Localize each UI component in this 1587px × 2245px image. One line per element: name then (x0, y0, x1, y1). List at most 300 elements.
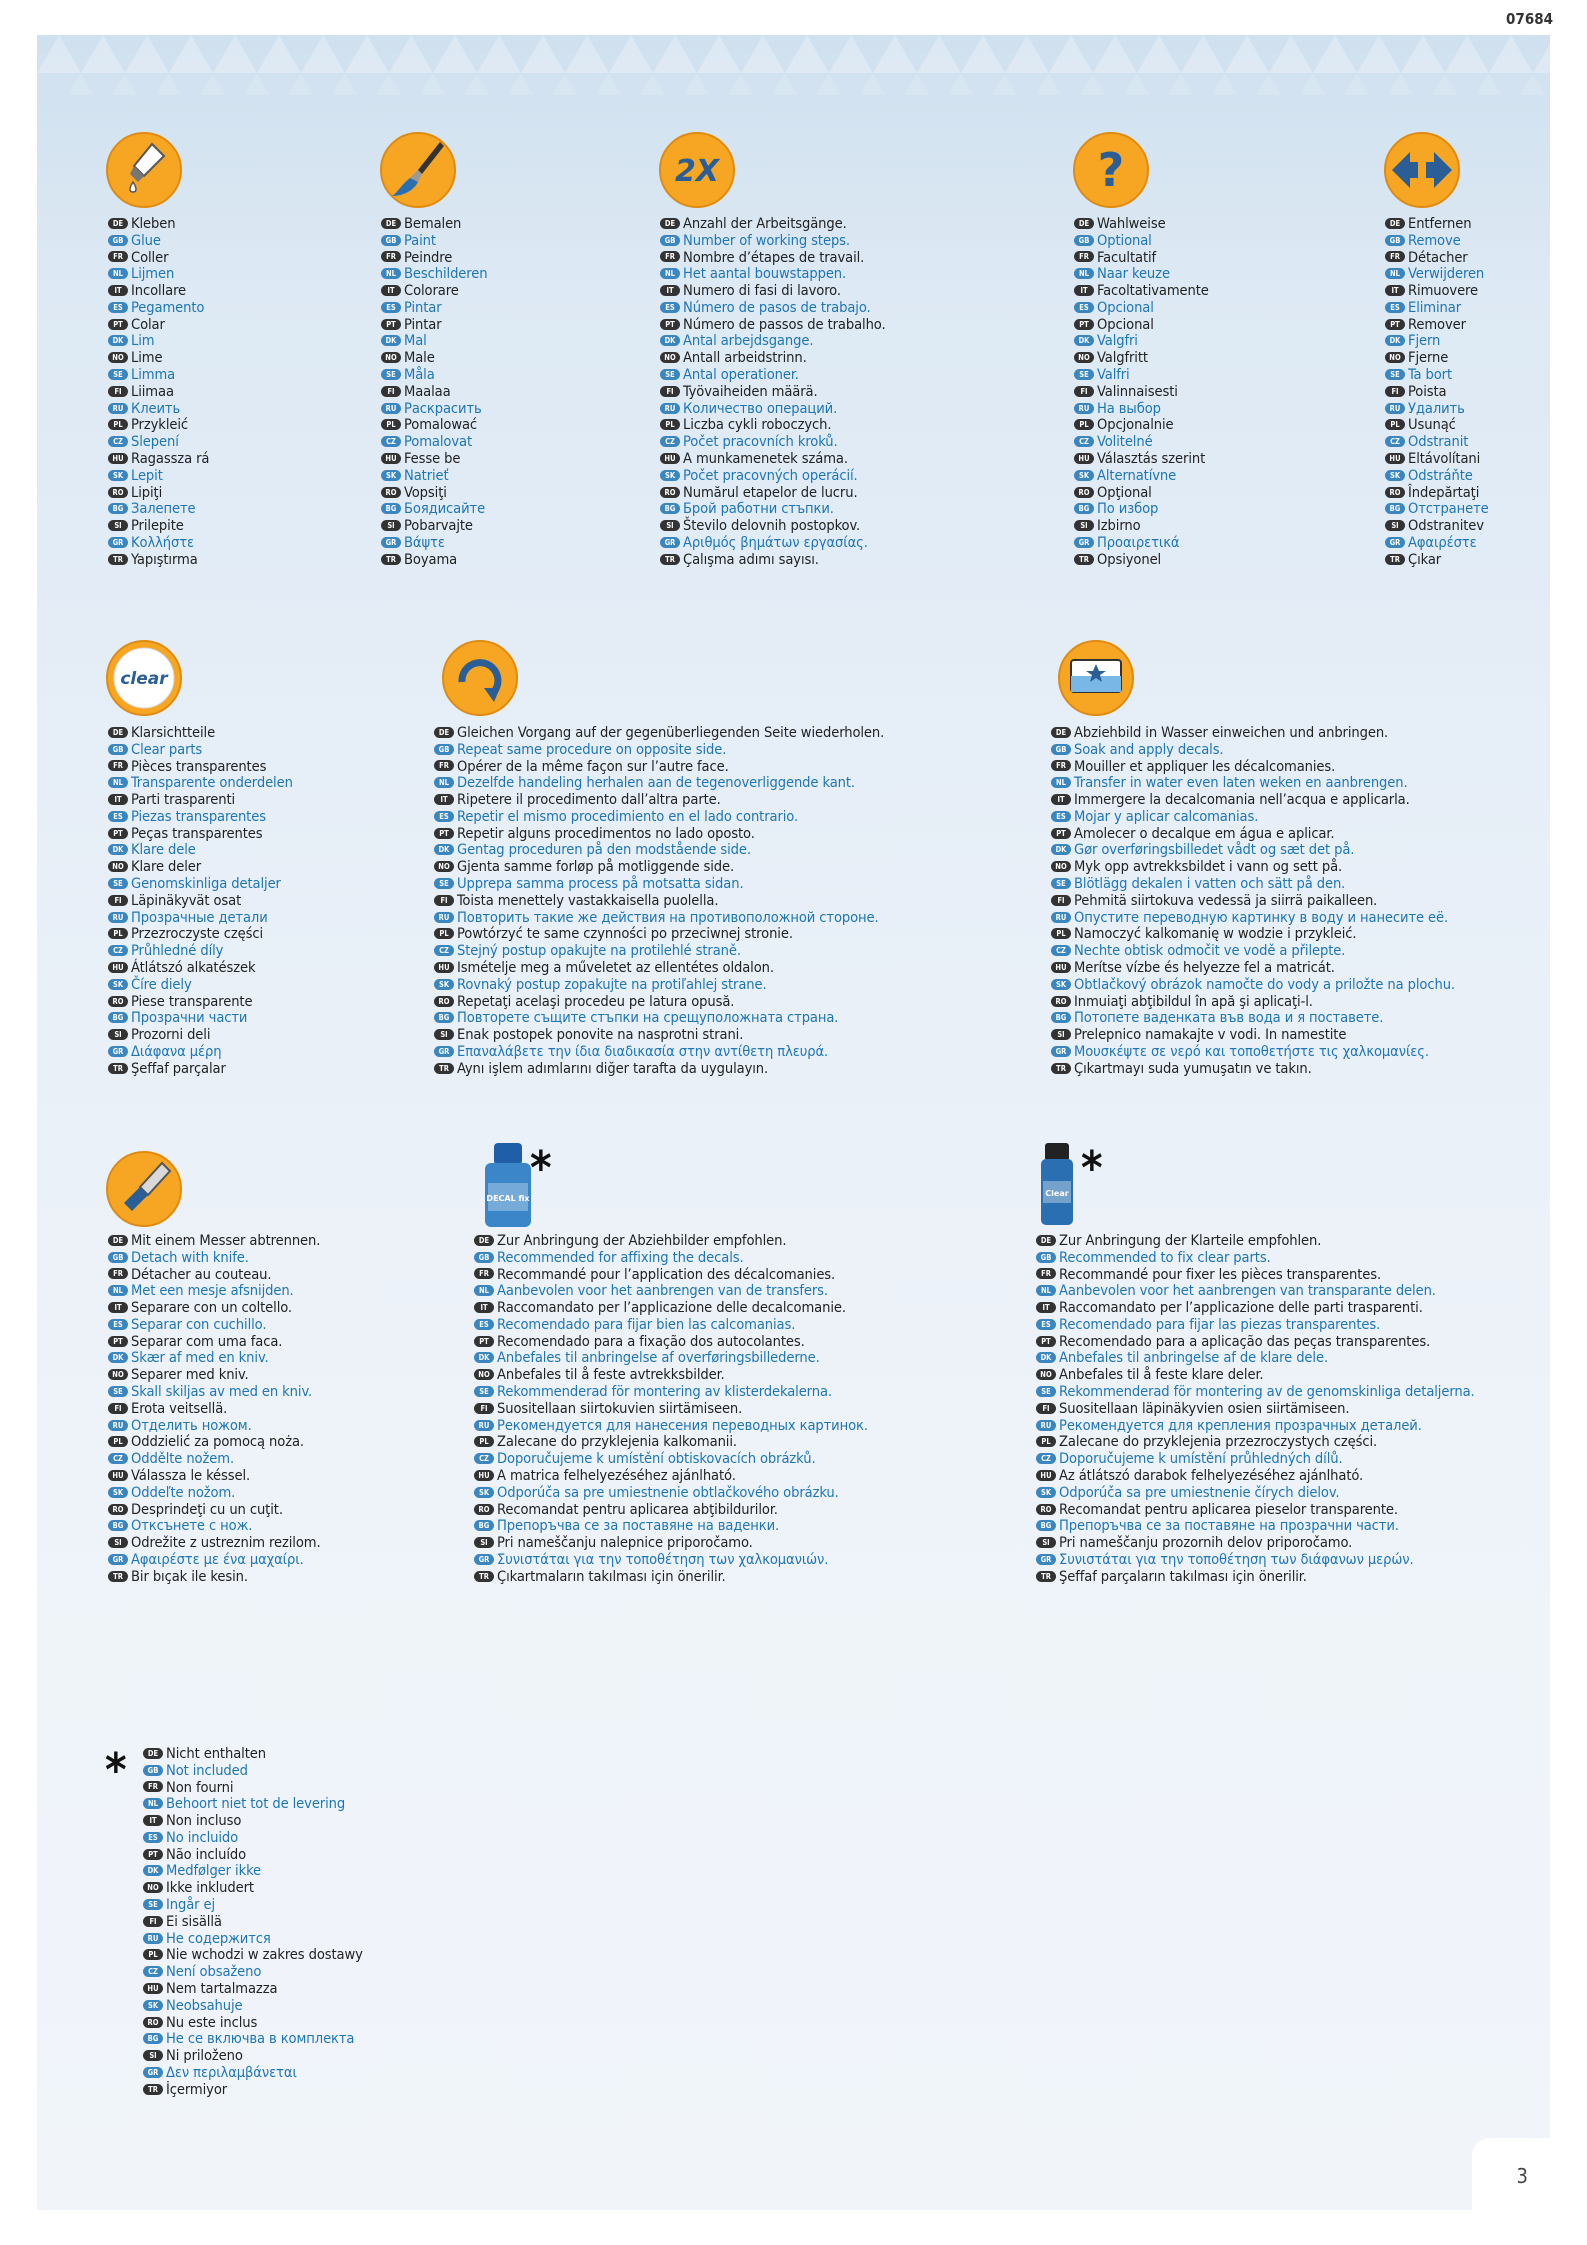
translation-text: Toista menettely vastakkaisella puolella. (457, 891, 719, 909)
translation-line (660, 433, 886, 450)
clear-translations (108, 724, 293, 1077)
translation-text: Рекомендуется для нанесения переводных картинок. (497, 1416, 868, 1434)
language-code-badge: PT (1385, 319, 1405, 330)
remove-arrows-icon (1382, 130, 1462, 210)
translation-text: Non fourni (166, 1778, 234, 1796)
pattern-triangle (191, 73, 235, 95)
translation-line (1036, 1518, 1475, 1535)
translation-line (474, 1333, 868, 1350)
pattern-triangle (37, 35, 81, 73)
pattern-triangle (961, 35, 1005, 73)
language-code-badge: RU (108, 912, 128, 923)
language-code-badge: NL (108, 777, 128, 788)
language-code-badge: FI (108, 1403, 128, 1414)
translation-line (1385, 501, 1489, 518)
language-code-badge: DE (1074, 218, 1094, 229)
translation-line (474, 1249, 868, 1266)
language-code-badge: GB (381, 235, 401, 246)
translation-text: Nicht enthalten (166, 1744, 266, 1762)
pattern-triangle (59, 73, 103, 95)
language-code-badge: SI (474, 1537, 494, 1548)
language-code-badge: ES (381, 302, 401, 313)
language-code-badge: RO (434, 996, 454, 1007)
pattern-triangle (1115, 73, 1159, 95)
language-code-badge: IT (660, 285, 680, 296)
language-code-badge: SK (434, 979, 454, 990)
language-code-badge: RO (108, 1504, 128, 1515)
translation-text: Enak postopek ponovite na nasprotni strani. (457, 1026, 744, 1044)
translation-line (1385, 484, 1489, 501)
language-code-badge: FR (1036, 1268, 1056, 1279)
translation-line (143, 1779, 363, 1796)
translation-text: Facoltativamente (1097, 282, 1209, 300)
pattern-triangle (763, 73, 807, 95)
translation-text: Doporučujeme k umístění průhledných dílů. (1059, 1450, 1343, 1468)
translation-text: Työvaiheiden määrä. (683, 382, 818, 400)
translation-text: Valfri (1097, 366, 1130, 384)
translation-line (1051, 926, 1455, 943)
language-code-badge: SK (1036, 1487, 1056, 1498)
translation-text: Prilepite (131, 517, 184, 535)
language-code-badge: NO (1036, 1369, 1056, 1380)
translation-line (1051, 825, 1455, 842)
translation-text: Separer med kniv. (131, 1366, 249, 1384)
translation-line (1036, 1501, 1475, 1518)
translation-line (108, 1026, 293, 1043)
translation-line (108, 1232, 321, 1249)
translation-line (1385, 534, 1489, 551)
translation-line (474, 1534, 868, 1551)
translation-line (108, 758, 293, 775)
translation-text: Upprepa samma process på motsatta sidan. (457, 875, 744, 893)
language-code-badge: FR (434, 760, 454, 771)
translation-line (1385, 282, 1489, 299)
language-code-badge: HU (1074, 453, 1094, 464)
translation-line (1051, 976, 1455, 993)
translation-text: Δεν περιλαμβάνεται (166, 2064, 297, 2082)
translation-text: Number of working steps. (683, 231, 850, 249)
language-code-badge: TR (434, 1063, 454, 1074)
translation-line (1051, 808, 1455, 825)
translation-text: Gør overføringsbilledet vådt og sæt det på. (1074, 841, 1355, 859)
translation-text: Ni priloženo (166, 2047, 243, 2065)
language-code-badge: TR (1074, 554, 1094, 565)
language-code-badge: DE (660, 218, 680, 229)
language-code-badge: RU (108, 403, 128, 414)
pattern-triangle (1181, 35, 1225, 73)
translation-line (1074, 349, 1209, 366)
language-code-badge: NL (108, 268, 128, 279)
language-code-badge: CZ (474, 1453, 494, 1464)
translation-line (1074, 551, 1209, 568)
translation-text: Îndepărtaţi (1408, 483, 1480, 501)
translation-line (1036, 1434, 1475, 1451)
translation-text: Βάψτε (404, 534, 445, 552)
language-code-badge: NL (660, 268, 680, 279)
language-code-badge: PT (108, 319, 128, 330)
translation-text: Število delovnih postopkov. (683, 517, 861, 535)
translation-line (108, 1010, 293, 1027)
language-code-badge: NO (381, 352, 401, 363)
translation-line (381, 299, 487, 316)
language-code-badge: IT (143, 1815, 163, 1826)
pattern-triangle (147, 73, 191, 95)
translation-text: Nombre d’étapes de travail. (683, 248, 865, 266)
translation-line (143, 1795, 363, 1812)
translation-line (143, 1762, 363, 1779)
language-code-badge: ES (1051, 811, 1071, 822)
language-code-badge: GR (381, 537, 401, 548)
translation-text: Lijmen (131, 265, 175, 283)
translation-line (660, 366, 886, 383)
translation-line (1051, 741, 1455, 758)
translation-text: Paint (404, 231, 436, 249)
translation-text: Повторить такие же действия на противоположной стороне. (457, 908, 879, 926)
translation-line (143, 2031, 363, 2048)
translation-line (1036, 1417, 1475, 1434)
translation-line (434, 741, 884, 758)
translation-line (474, 1434, 868, 1451)
translation-line (660, 232, 886, 249)
translation-line (1051, 993, 1455, 1010)
translation-line (434, 942, 884, 959)
language-code-badge: GR (434, 1046, 454, 1057)
translation-text: Ingår ej (166, 1896, 216, 1914)
translation-line (1074, 282, 1209, 299)
language-code-badge: NO (108, 861, 128, 872)
translation-line (108, 1568, 321, 1585)
translation-line (143, 1997, 363, 2014)
translation-line (108, 417, 209, 434)
language-code-badge: FR (474, 1268, 494, 1279)
language-code-badge: SK (143, 2000, 163, 2011)
translation-text: Bir bıçak ile kesin. (131, 1567, 248, 1585)
language-code-badge: IT (474, 1302, 494, 1313)
language-code-badge: DE (108, 727, 128, 738)
translation-text: Прозрачни части (131, 1009, 248, 1027)
glue-translations (108, 215, 209, 568)
translation-text: Átlátszó alkatészek (131, 959, 256, 977)
translation-text: Fesse be (404, 450, 461, 468)
instruction-panel (37, 35, 1550, 2210)
translation-text: Repeat same procedure on opposite side. (457, 740, 727, 758)
language-code-badge: PL (1074, 419, 1094, 430)
language-code-badge: HU (108, 1470, 128, 1481)
language-code-badge: FR (1385, 251, 1405, 262)
translation-line (108, 741, 293, 758)
question-mark-icon (1071, 130, 1151, 210)
translation-line (108, 1501, 321, 1518)
translation-text: Behoort niet tot de levering (166, 1795, 346, 1813)
translation-text: Måla (404, 366, 435, 384)
translation-text: Nem tartalmazza (166, 1980, 278, 1998)
translation-line (474, 1501, 868, 1518)
translation-line (660, 299, 886, 316)
language-code-badge: DE (108, 1235, 128, 1246)
language-code-badge: SI (1074, 520, 1094, 531)
pattern-triangle (1291, 73, 1335, 95)
glue-icon (104, 130, 184, 210)
language-code-badge: DK (474, 1352, 494, 1363)
translation-line (1074, 450, 1209, 467)
translation-text: Gjenta samme forløp på motliggende side. (457, 858, 735, 876)
translation-line (474, 1518, 868, 1535)
translation-text: Отделить ножом. (131, 1416, 252, 1434)
translation-text: Pomalować (404, 416, 478, 434)
translation-text: Liimaa (131, 382, 174, 400)
translation-text: Recommandé pour l’application des décalcomanies. (497, 1265, 836, 1283)
translation-line (474, 1450, 868, 1467)
translation-line (1051, 791, 1455, 808)
language-code-badge: SK (381, 470, 401, 481)
language-code-badge: GB (1036, 1252, 1056, 1263)
language-code-badge: NL (143, 1798, 163, 1809)
translation-text: Amolecer o decalque em água e aplicar. (1074, 824, 1335, 842)
translation-text: Transparente onderdelen (131, 774, 293, 792)
language-code-badge: FR (143, 1781, 163, 1792)
language-code-badge: PL (1385, 419, 1405, 430)
translation-line (1385, 316, 1489, 333)
translation-text: Naar keuze (1097, 265, 1170, 283)
language-code-badge: ES (434, 811, 454, 822)
translation-line (660, 467, 886, 484)
translation-line (108, 551, 209, 568)
translation-text: Anbefales til å feste klare deler. (1059, 1366, 1264, 1384)
translation-line (108, 366, 209, 383)
language-code-badge: ES (108, 302, 128, 313)
translation-text: Limma (131, 366, 176, 384)
language-code-badge: FR (1074, 251, 1094, 262)
translation-line (108, 858, 293, 875)
translation-text: Recomendado para fijar bien las calcomanias. (497, 1315, 796, 1333)
language-code-badge: DE (434, 727, 454, 738)
language-code-badge: DE (474, 1235, 494, 1246)
translation-line (1074, 232, 1209, 249)
translation-line (660, 383, 886, 400)
translation-line (1385, 450, 1489, 467)
translation-line (1385, 551, 1489, 568)
language-code-badge: GB (1385, 235, 1405, 246)
translation-line (1036, 1568, 1475, 1585)
language-code-badge: BG (108, 1012, 128, 1023)
language-code-badge: IT (108, 285, 128, 296)
language-code-badge: HU (108, 453, 128, 464)
translation-line (381, 433, 487, 450)
translation-text: Опустите переводную картинку в воду и нанесите её. (1074, 908, 1449, 926)
translation-line (1051, 1043, 1455, 1060)
language-code-badge: BG (108, 503, 128, 514)
language-code-badge: ES (660, 302, 680, 313)
translation-text: Alternatívne (1097, 466, 1177, 484)
translation-line (434, 1026, 884, 1043)
translation-text: Merítse vízbe és helyezze fel a matricát. (1074, 959, 1335, 977)
language-code-badge: SE (1385, 369, 1405, 380)
language-code-badge: TR (108, 554, 128, 565)
language-code-badge: PT (1074, 319, 1094, 330)
pattern-triangle (1137, 35, 1181, 73)
translation-text: Раскрасить (404, 399, 482, 417)
language-code-badge: DK (108, 335, 128, 346)
translation-text: Recomendado para a aplicação das peças transparentes. (1059, 1332, 1431, 1350)
language-code-badge: PL (1051, 928, 1071, 939)
pattern-triangle (829, 35, 873, 73)
translation-text: Αφαιρέστε με ένα μαχαίρι. (131, 1551, 304, 1569)
2x-icon (657, 130, 737, 210)
translation-line (1051, 724, 1455, 741)
translation-text: Transfer in water even laten weken en aanbrengen. (1074, 774, 1408, 792)
language-code-badge: GR (108, 1046, 128, 1057)
translation-line (108, 1266, 321, 1283)
translation-line (108, 501, 209, 518)
language-code-badge: SE (660, 369, 680, 380)
translation-line (143, 1913, 363, 1930)
translation-text: Ei sisällä (166, 1912, 222, 1930)
translation-line (108, 1383, 321, 1400)
language-code-badge: FR (108, 1268, 128, 1279)
translation-text: Het aantal bouwstappen. (683, 265, 847, 283)
triangle-pattern (37, 35, 1550, 95)
translation-line (108, 1518, 321, 1535)
translation-text: Odstranit (1408, 433, 1469, 451)
language-code-badge: PL (381, 419, 401, 430)
translation-text: Prelepnico namakajte v vodi. In namestite (1074, 1026, 1347, 1044)
translation-text: Odporúča sa pre umiestnenie obtlačkového obrázku. (497, 1483, 839, 1501)
translation-line (108, 1299, 321, 1316)
translation-line (434, 1060, 884, 1077)
translation-line (108, 265, 209, 282)
translation-text: Incollare (131, 282, 187, 300)
translation-line (108, 400, 209, 417)
language-code-badge: DK (1385, 335, 1405, 346)
language-code-badge: CZ (108, 436, 128, 447)
translation-line (660, 484, 886, 501)
language-code-badge: NL (1385, 268, 1405, 279)
translation-line (108, 1282, 321, 1299)
translation-text: Pegamento (131, 298, 205, 316)
language-code-badge: BG (1036, 1520, 1056, 1531)
translation-line (108, 724, 293, 741)
translation-text: Suositellaan läpinäkyvien osien siirtämiseen. (1059, 1399, 1350, 1417)
translation-text: Recommended for affixing the decals. (497, 1248, 744, 1266)
language-code-badge: GR (1074, 537, 1094, 548)
language-code-badge: GR (143, 2067, 163, 2078)
translation-text: Verwijderen (1408, 265, 1485, 283)
translation-text: Número de pasos de trabajo. (683, 298, 871, 316)
knife-translations (108, 1232, 321, 1585)
translation-text: Klare dele (131, 841, 196, 859)
language-code-badge: FI (1074, 386, 1094, 397)
translation-line (108, 1450, 321, 1467)
translation-line (108, 959, 293, 976)
clear-parts-label: clear (120, 669, 168, 689)
translation-line (474, 1568, 868, 1585)
translation-text: Препоръчва се за поставяне на прозрачни части. (1059, 1517, 1399, 1535)
translation-text: Natrieť (404, 466, 449, 484)
translation-text: Отстранете (1408, 500, 1489, 518)
translation-text: Separar con cuchillo. (131, 1315, 267, 1333)
language-code-badge: SI (108, 1029, 128, 1040)
pattern-triangle (411, 73, 455, 95)
language-code-badge: RU (1051, 912, 1071, 923)
translation-text: Wahlweise (1097, 214, 1166, 232)
translation-text: Colorare (404, 282, 459, 300)
translation-line (108, 450, 209, 467)
translation-text: Liczba cykli roboczych. (683, 416, 832, 434)
translation-text: Valgfritt (1097, 349, 1148, 367)
translation-line (1385, 215, 1489, 232)
translation-line (143, 1947, 363, 1964)
decal-translations (1051, 724, 1455, 1077)
language-code-badge: NO (474, 1369, 494, 1380)
translation-text: Przezroczyste części (131, 925, 264, 943)
pattern-triangle (1533, 35, 1550, 73)
language-code-badge: DK (434, 844, 454, 855)
translation-text: Προαιρετικά (1097, 534, 1180, 552)
asterisk-marker-clear: * (1081, 1141, 1103, 1195)
translation-line (143, 2064, 363, 2081)
translation-text: Mit einem Messer abtrennen. (131, 1231, 321, 1249)
language-code-badge: DK (108, 1352, 128, 1363)
translation-text: Nechte obtisk odmočit ve vodě a přilepte. (1074, 942, 1346, 960)
translation-text: Lim (131, 332, 155, 350)
translation-text: Fjerne (1408, 349, 1449, 367)
translation-line (1036, 1484, 1475, 1501)
translation-line (660, 551, 886, 568)
language-code-badge: CZ (1036, 1453, 1056, 1464)
translation-line (108, 534, 209, 551)
translation-text: Antal arbejdsgange. (683, 332, 814, 350)
translation-text: Antall arbeidstrinn. (683, 349, 807, 367)
translation-line (1385, 299, 1489, 316)
translation-text: Beschilderen (404, 265, 488, 283)
translation-text: Slepení (131, 433, 179, 451)
translation-line (1051, 1060, 1455, 1077)
translation-line (1051, 892, 1455, 909)
translation-line (1385, 366, 1489, 383)
translation-text: Anzahl der Arbeitsgänge. (683, 214, 847, 232)
translation-line (1074, 417, 1209, 434)
document-code: 07684 (1506, 10, 1553, 28)
language-code-badge: DK (143, 1865, 163, 1876)
translation-text: Maalaa (404, 382, 451, 400)
language-code-badge: SE (143, 1899, 163, 1910)
language-code-badge: RU (434, 912, 454, 923)
language-code-badge: DE (1036, 1235, 1056, 1246)
translation-text: Rimuovere (1408, 282, 1479, 300)
translation-text: Opérer de la même façon sur l’autre face. (457, 757, 729, 775)
translation-text: Medfølger ikke (166, 1862, 262, 1880)
decal-fix-translations (474, 1232, 868, 1585)
translation-text: Vopsiţi (404, 483, 447, 501)
translation-text: Anbefales til anbringelse af overføringsbillederne. (497, 1349, 820, 1367)
translation-text: Pintar (404, 298, 442, 316)
translation-line (1074, 501, 1209, 518)
translation-line (660, 501, 886, 518)
translation-text: Číre diely (131, 975, 192, 993)
language-code-badge: DE (143, 1748, 163, 1759)
translation-text: Remover (1408, 315, 1466, 333)
pattern-triangle (983, 73, 1027, 95)
knife-icon (104, 1149, 184, 1229)
language-code-badge: NO (143, 1882, 163, 1893)
pattern-triangle (675, 73, 719, 95)
translation-text: Не се включва в комплекта (166, 2030, 355, 2048)
translation-text: Zalecane do przyklejenia przezroczystych części. (1059, 1433, 1378, 1451)
language-code-badge: SI (143, 2050, 163, 2061)
language-code-badge: IT (108, 1302, 128, 1313)
translation-line (1036, 1299, 1475, 1316)
pattern-triangle (1335, 73, 1379, 95)
